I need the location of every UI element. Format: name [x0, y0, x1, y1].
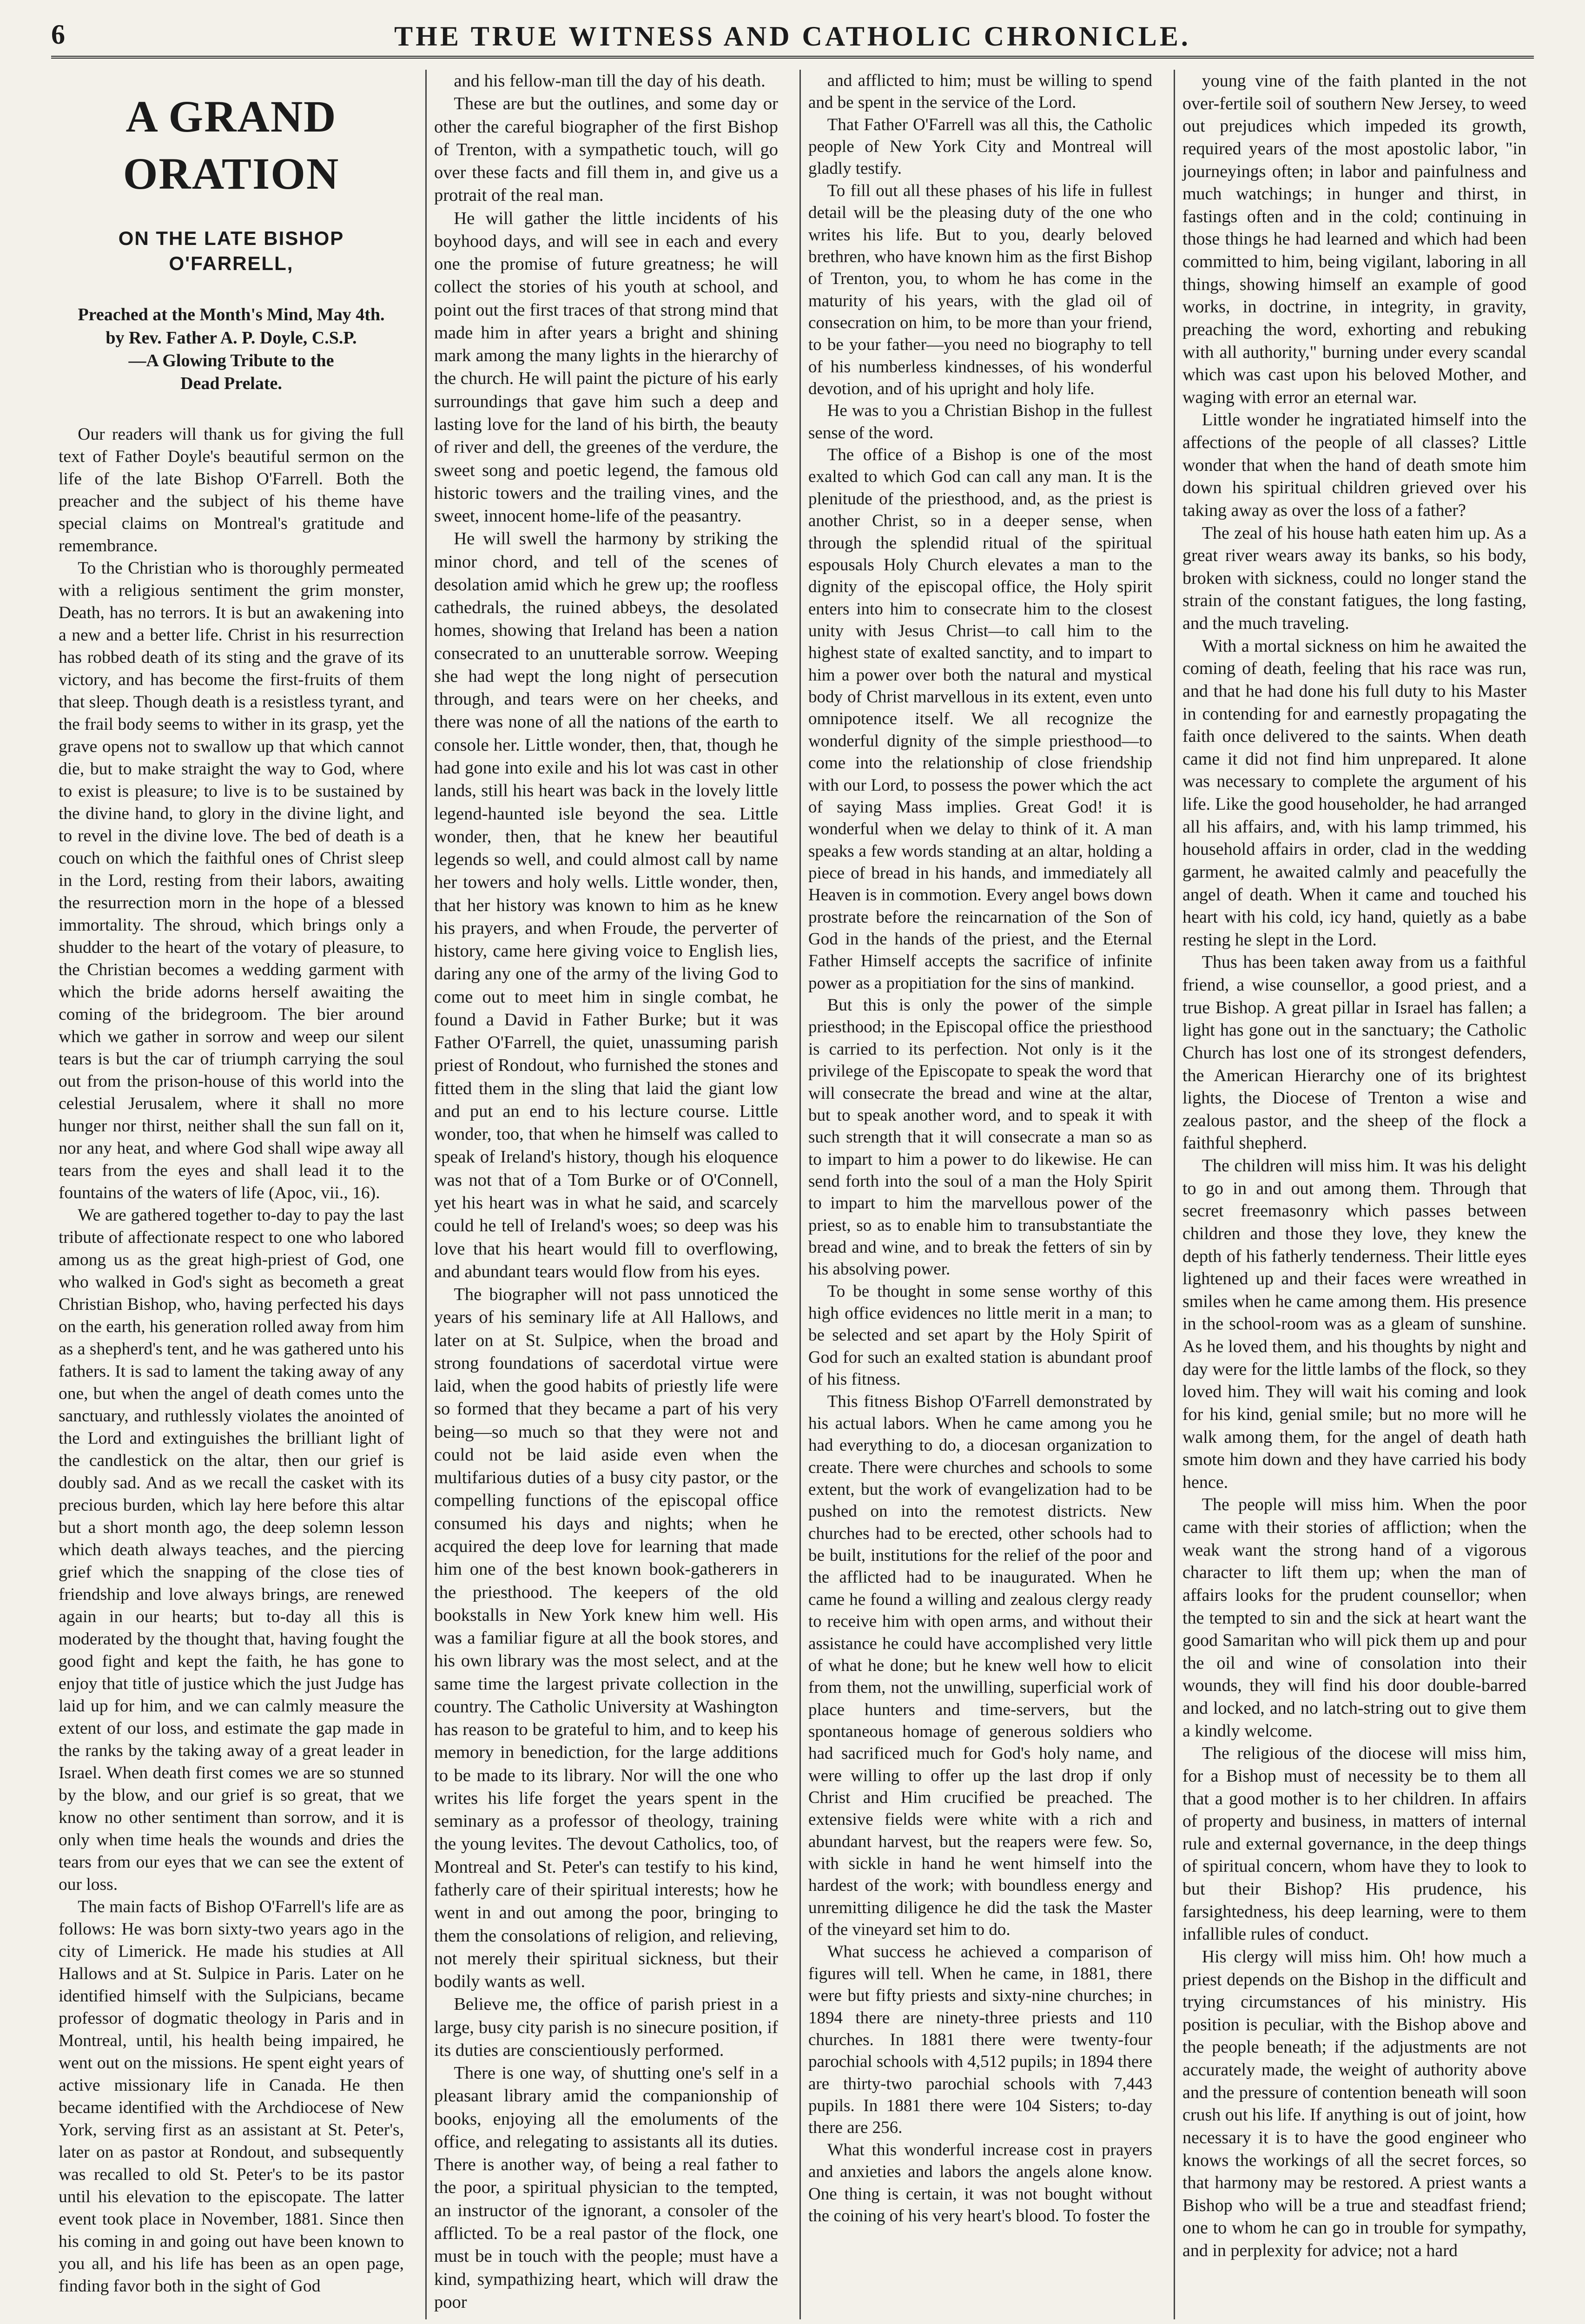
- paragraph: To fill out all these phases of his life in fullest detail will be the pleasing duty of the one who writes his life. But to you, dearly beloved brethren, who have known him as the first Bishop of Trenton, you, to whom he has come in the maturity of his years, with the glad oil of consecration on him, to be more than your friend, to be your father—you need no biography to tell of his numberless kindnesses, of his wonderful devotion, and of his upright and holy life.: [808, 181, 1152, 399]
- byline-line: Dead Prelate.: [180, 374, 282, 394]
- paragraph: What success he achieved a comparison of figures will tell. When he came, in 1881, there were but fifty priests and sixty-nine churches; in 1894 there are ninety-three priests and 110 churches. In 1881 there were twenty-four parochial schools with 4,512 pupils; in 1894 there are thirty-two parochial schools with 7,443 pupils. In 1881 there were 104 Sisters; to-day there are 256.: [808, 1942, 1152, 2138]
- column-2: [425, 70, 786, 2319]
- paragraph: This fitness Bishop O'Farrell demonstrated by his actual labors. When he came among you he had everything to do, a diocesan organization to create. There were churches and schools to some extent, but the work of evangelization had to be pushed on into the remotest districts. New churches had to be erected, other schools had to be built, institutions for the relief of the poor and the afflicted had to be inaugurated. When he came he found a willing and zealous clergy ready to receive him with open arms, and without their assistance he could have accomplished very little of what he done; but he knew well how to elicit from them, not the unwilling, superficial work of place hunters and time-servers, but the spontaneous homage of generous soldiers who had sacrificed much for God's holy name, and were willing to offer up the last drop if only Christ and Him crucified be preached. The extensive fields were white with a rich and abundant harvest, but the reapers were few. So, with sickle in hand he went himself into the hardest of the work; with boundless energy and unremitting diligence he did the task the Master of the vineyard set him to do.: [808, 1392, 1152, 1940]
- byline-line: Preached at the Month's Mind, May 4th.: [78, 305, 385, 325]
- paragraph: The children will miss him. It was his delight to go in and out among them. Through that secret freemasonry which passes between children and those they love, they knew the depth of his fatherly tenderness. Their little eyes lightened up and their faces were wreathed in smiles when he came among them. His presence in the school-room was as a gleam of sunshine. As he loved them, and his thoughts by night and day were for the little lambs of the flock, so they loved him. They will wait his coming and look for his kind, genial smile; but no more will he walk among them, for the angel of death hath smote him down and they have carried his body hence.: [1182, 1156, 1526, 1492]
- byline-line: —A Glowing Tribute to the: [128, 351, 334, 371]
- column-1: [51, 70, 411, 2319]
- paragraph: He will swell the harmony by striking the minor chord, and tell of the scenes of desolation amid which he grew up; the roofless cathedrals, the ruined abbeys, the desolated homes, showing that Ireland has been a nation consecrated to an unutterable sorrow. Weeping she had wept the long night of persecution through, and tears were on her cheeks, and there was none of all the nations of the earth to console her. Little wonder, then, that, though he had gone into exile and his lot was cast in other lands, still his heart was back in the lovely little legend-haunted isle beyond the sea. Little wonder, then, that he knew her beautiful legends so well, and could almost call by name her towers and holy wells. Little wonder, then, that her history was known to him as he knew his prayers, and when Froude, the perverter of history, came here giving voice to English lies, daring any one of the army of the living God to come out to meet him in single combat, he found a David in Father Burke; but it was Father O'Farrell, the quiet, unassuming parish priest of Rondout, who furnished the stones and fitted them in the sling that laid the giant low and put an end to his lecture course. Little wonder, too, that when he himself was called to speak of Ireland's history, though his eloquence was not that of a Tom Burke or of O'Connell, yet his heart was in what he said, and scarcely could he tell of Ireland's woes; so deep was his love that his heart would fill to overflowing, and abundant tears would flow from his eyes.: [434, 529, 778, 1281]
- masthead: [51, 14, 1534, 59]
- paragraph: and his fellow-man till the day of his death.: [454, 71, 766, 91]
- page-number: 6: [51, 19, 65, 50]
- article-headline: A GRAND ORATION: [123, 92, 340, 198]
- paragraph: That Father O'Farrell was all this, the Catholic people of New York City and Montreal will gladly testify.: [808, 115, 1152, 178]
- paragraph: To be thought in some sense worthy of this high office evidences no little merit in a man; to be selected and set apart by the Holy Spirit of God for such an exalted station is abundant proof of his fitness.: [808, 1281, 1152, 1389]
- paragraph: With a mortal sickness on him he awaited the coming of death, feeling that his race was run, and that he had done his full duty to his Master in contending for and earnestly propagating the faith once delivered to the saints. When death came it did not find him unprepared. It alone was necessary to complete the argument of his life. Like the good householder, he had arranged all his affairs, and, with his lamp trimmed, his household affairs in order, clad in the wedding garment, he awaited calmly and peacefully the angel of death. When it came and touched his heart with his cold, icy hand, quietly as a babe resting he slept in the Lord.: [1182, 636, 1526, 950]
- paragraph: Thus has been taken away from us a faithful friend, a wise counsellor, a good priest, and a true Bishop. A great pillar in Israel has fallen; a light has gone out in the sanctuary; the Catholic Church has lost one of its strongest defenders, the American Hierarchy one of its brightest lights, the Diocese of Trenton a wise and zealous pastor, and the sheep of the flock a faithful shepherd.: [1182, 952, 1526, 1153]
- paragraph: The office of a Bishop is one of the most exalted to which God can call any man. It is the plenitude of the priesthood, and, as the priest is another Christ, so in a deeper sense, when through the splendid ritual of the spiritual espousals Holy Church elevates a man to the dignity of the episcopal office, the Holy spirit enters into him to consecrate him to the closest unity with Jesus Christ—to call him to the highest state of exalted sanctity, and to impart to him a power over both the natural and mystical body of Christ marvellous in its extent, even unto omnipotence itself. We all recognize the wonderful dignity of the simple priesthood—to come into the relationship of close friendship with our Lord, to possess the power which the act of saying Mass implies. Great God! it is wonderful when we delay to think of it. A man speaks a few words standing at an altar, holding a piece of bread in his hands, and immediately all Heaven is in commotion. Every angel bows down prostrate before the reincarnation of the Son of God in the hands of the priest, and the Eternal Father Himself accepts the sacrifice of infinite power as a propitiation for the sins of mankind.: [808, 445, 1152, 993]
- paragraph: He will gather the little incidents of his boyhood days, and will see in each and every one the promise of future greatness; he will collect the stories of his youth at school, and point out the first traces of that strong mind that made him in after years a bright and shining mark among the many lights in the hierarchy of the church. He will paint the picture of his early surroundings that gave him such a deep and lasting love for the land of his birth, the beauty of river and dell, the greenes of the verdure, the sweet song and poetic legend, the famous old historic towers and the trailing vines, and the sweet, innocent home-life of the peasantry.: [434, 208, 778, 526]
- paragraph: The people will miss him. When the poor came with their stories of affliction; when the weak want the strong hand of a vigorous character to lift them up; when the man of affairs looks for the prudent counsellor; when the tempted to sin and the sick at heart want the good Samaritan who will pick them up and pour the oil and wine of consolation into their wounds, they will find his door double-barred and locked, and no latch-string out to give them a kindly welcome.: [1182, 1495, 1526, 1741]
- column-3: [799, 70, 1160, 2319]
- article-subhead: ON THE LATE BISHOP O'FARRELL,: [118, 227, 344, 274]
- paragraph: The biographer will not pass unnoticed the years of his seminary life at All Hallows, and later on at St. Sulpice, when the broad and strong foundations of sacerdotal virtue were laid, when the good habits of priestly life were so formed that they became a part of his very being—so much so that they were not and could not be laid aside even when the multifarious duties of a busy city pastor, or the compelling functions of the episcopal office consumed his days and nights; when he acquired the deep love for learning that made him one of the best known book-gatherers in the priesthood. The keepers of the old bookstalls in New York knew him well. His was a familiar figure at all the book stores, and his own library was the most select, and at the same time the largest private collection in the country. The Catholic University at Washington has reason to be grateful to him, and to keep his memory in benediction, for the large additions to be made to its library. Nor will the one who writes his life forget the years spent in the seminary as a professor of theology, training the young levites. The devout Catholics, too, of Montreal and St. Peter's can testify to his kind, fatherly care of their spiritual interests; how he went in and out among the poor, bringing to them the consolations of religion, and relieving, not merely their spiritual sickness, but their bodily wants as well.: [434, 1285, 778, 1992]
- paragraph: Little wonder he ingratiated himself into the affections of the people of all classes? Little wonder that when the hand of death smote him down his spiritual children grieved over his taking away as over the loss of a father?: [1182, 410, 1526, 520]
- paragraph: He was to you a Christian Bishop in the fullest sense of the word.: [808, 401, 1152, 442]
- paragraph: The zeal of his house hath eaten him up. As a great river wears away its banks, so his body, broken with sickness, could no longer stand the strain of the constant fatigues, the long fasting, and the much traveling.: [1182, 523, 1526, 633]
- paragraph: Our readers will thank us for giving the full text of Father Doyle's beautiful sermon on the life of the late Bishop O'Farrell. Both the preacher and the subject of his theme have special claims on Montreal's gratitude and remembrance.: [59, 424, 404, 555]
- paragraph: These are but the outlines, and some day or other the careful biographer of the first Bishop of Trenton, with a sympathetic touch, will go over these facts and fill them in, and give us a protrait of the real man.: [434, 94, 778, 205]
- paragraph: What this wonderful increase cost in prayers and anxieties and labors the angels alone know. One thing is certain, it was not bought without the coining of his very heart's blood. To foster the: [808, 2140, 1152, 2225]
- paragraph: There is one way, of shutting one's self in a pleasant library amid the companionship of books, enjoying all the emoluments of the office, and relegating to assistants all its duties. There is another way, of being a real father to the poor, a spiritual physician to the tempted, an instructor of the ignorant, a consoler of the afflicted. To be a real pastor of the flock, one must be in touch with the people; must have a kind, sympathizing heart, which will draw the poor: [434, 2063, 778, 2312]
- paragraph: young vine of the faith planted in the not over-fertile soil of southern New Jersey, to weed out prejudices which impeded its growth, required years of the most apostolic labor, "in journeyings often; in labor and painfulness and much watchings; in hunger and thirst, in fastings often and in the cold; continuing in those things he had learned and which had been committed to him, being vigilant, laboring in all things, showing himself an example of good works, in doctrine, in integrity, in gravity, preaching the word, exhorting and rebuking with all authority," burning under every scandal which was cast upon his beloved Mother, and waging with error an eternal war.: [1182, 71, 1526, 407]
- byline-line: by Rev. Father A. P. Doyle, C.S.P.: [106, 328, 357, 348]
- column-4: [1174, 70, 1534, 2319]
- paragraph: Believe me, the office of parish priest in a large, busy city parish is no sinecure position, if its duties are conscientiously performed.: [434, 1994, 778, 2060]
- paragraph: We are gathered together to-day to pay the last tribute of affectionate respect to one who labored among us as the great high-priest of God, one who walked in God's sight as becometh a great Christian Bishop, who, having perfected his days on the earth, his generation rolled away from him as a shepherd's tent, and he was gathered unto his fathers. It is sad to lament the taking away of any one, but when the angel of death comes unto the sanctuary, and ruthlessly violates the anointed of the Lord and extinguishes the brilliant light of the candlestick on the altar, then our grief is doubly sad. And as we recall the casket with its precious burden, which lay here before this altar but a short month ago, the deep solemn lesson which death always teaches, and the piercing grief which the snapping of the close ties of friendship and love always brings, are renewed again in our hearts; but to-day all this is moderated by the thought that, having fought the good fight and kept the faith, he has gone to enjoy that title of justice which the just Judge has laid up for him, and we can calmly measure the extent of our loss, and estimate the gap made in the ranks by the taking away of a great leader in Israel. When death first comes we are so stunned by the blow, and our grief is so great, that we know no other sentiment than sorrow, and it is only when time heals the wounds and dries the tears from our eyes that we can see the extent of our loss.: [59, 1205, 404, 1894]
- paragraph: The main facts of Bishop O'Farrell's life are as follows: He was born sixty-two years ago in the city of Limerick. He made his studies at All Hallows and at St. Sulpice in Paris. Later on he identified himself with the Sulpicians, became professor of dogmatic theology in Paris and in Montreal, until, his health being impaired, he went out on the missions. He spent eight years of active missionary life in Canada. He then became identified with the Archdiocese of New York, serving first as an assistant at St. Peter's, later on as pastor at Rondout, and subsequently was recalled to old St. Peter's to be its pastor until his elevation to the episcopate. The latter event took place in November, 1881. Since then his coming in and going out have been known to you all, and his life has been as an open page, finding favor both in the sight of God: [59, 1897, 404, 2296]
- paragraph: The religious of the diocese will miss him, for a Bishop must of necessity be to them all that a good mother is to her children. In affairs of property and business, in matters of internal rule and external governance, in the deep things of spiritual concern, whom have they to look to but their Bishop? His prudence, his farsightedness, his deep learning, were to them infallible rules of conduct.: [1182, 1743, 1526, 1944]
- paragraph: His clergy will miss him. Oh! how much a priest depends on the Bishop in the difficult and trying circumstances of his ministry. His position is peculiar, with the Bishop above and the people beneath; if the adjustments are not accurately made, the weight of authority above and the pressure of contention beneath will soon crush out his life. If anything is out of joint, how necessary it is to have the good engineer who knows the workings of all the secret forces, so that harmony may be restored. A priest wants a Bishop who will be a true and steadfast friend; one to whom he can go in trouble for sympathy, and in perplexity for advice; not a hard: [1182, 1947, 1526, 2260]
- paragraph: To the Christian who is thoroughly permeated with a religious sentiment the grim monster, Death, has no terrors. It is but an awakening into a new and a better life. Christ in his resurrection has robbed death of its sting and the grave of its victory, and has become the first-fruits of them that sleep. Though death is a resistless tyrant, and the frail body seems to wither in its grasp, yet the grave opens not to swallow up that which cannot die, but to make straight the way to God, where to exist is pleasure; to live is to be sustained by the divine hand, to glory in the divine light, and to revel in the divine love. The bed of death is a couch on which the faithful ones of Christ sleep in the Lord, resting from their labors, awaiting the resurrection morn in the hope of a blessed immortality. The shroud, which brings only a shudder to the heart of the votary of pleasure, to the Christian becomes a wedding garment with which the bride adorns herself awaiting the coming of the bridegroom. The bier around which we gather in sorrow and weep our silent tears is but the car of triumph carrying the soul out from the prison-house of this world into the celestial Jerusalem, where it shall no more hunger nor thirst, neither shall the sun fall on it, nor any heat, and where God shall wipe away all tears from the eyes and shall lead it to the fountains of the waters of life (Apoc, vii., 16).: [59, 558, 404, 1202]
- paragraph: and afflicted to him; must be willing to spend and be spent in the service of the Lord.: [808, 71, 1152, 112]
- article-byline: [59, 304, 404, 396]
- newspaper-title: THE TRUE WITNESS AND CATHOLIC CHRONICLE.: [394, 21, 1191, 52]
- paragraph: But this is only the power of the simple priesthood; in the Episcopal office the priesthood is carried to its perfection. Not only is it the privilege of the Episcopate to speak the word that will consecrate the bread and wine at the altar, but to speak another word, and to speak it with such strength that it will consecrate a man so as to impart to him a power to do likewise. He can send forth into the soul of a man the Holy Spirit to impart to him the marvellous power of the priest, so as to enable him to transubstantiate the bread and wine, and to break the fetters of sin by his absolving power.: [808, 996, 1152, 1279]
- article-columns: [51, 70, 1534, 2319]
